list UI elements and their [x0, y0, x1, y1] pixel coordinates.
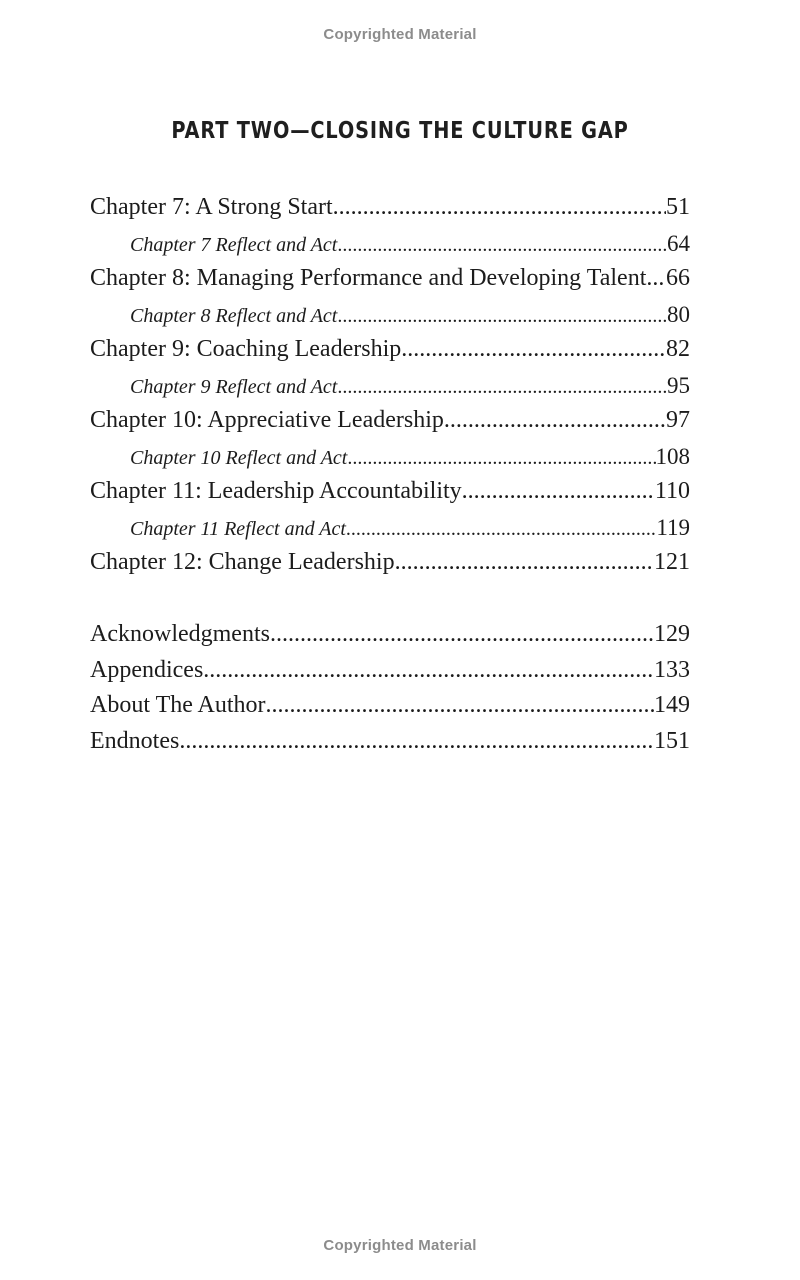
dot-leader: [337, 370, 667, 404]
toc-entry-label: Endnotes: [90, 727, 180, 754]
copyright-watermark-top: Copyrighted Material: [323, 26, 477, 43]
toc-entry-page: 108: [655, 443, 690, 469]
toc-entry-chapter-7[interactable]: [90, 190, 690, 226]
toc-back-matter-list: [90, 617, 690, 759]
copyright-watermark-bottom: Copyrighted Material: [323, 1237, 477, 1254]
toc-entry-label: Chapter 9: Coaching Leadership: [90, 336, 402, 362]
toc-entry-page: 80: [667, 301, 690, 327]
dot-leader: [347, 441, 655, 475]
dot-leader: [346, 512, 656, 546]
toc-entry-label: Chapter 10: Appreciative Leadership: [90, 407, 444, 433]
toc-entry-chapter-10-reflect[interactable]: [90, 439, 690, 475]
toc-entry-page: 121: [654, 549, 690, 575]
toc-entry-page: 64: [667, 230, 690, 256]
toc-entry-label: Chapter 7 Reflect and Act: [130, 233, 338, 256]
dot-leader: [444, 403, 666, 439]
dot-leader: [337, 299, 667, 333]
toc-entry-page: 119: [656, 514, 690, 540]
toc-entry-label: Chapter 12: Change Leadership: [90, 549, 395, 575]
toc-entry-page: 66: [666, 265, 690, 291]
toc-entry-page: 110: [654, 478, 690, 504]
toc-entry-chapter-11-reflect[interactable]: [90, 510, 690, 546]
toc-entry-chapter-11[interactable]: [90, 474, 690, 510]
dot-leader: [337, 228, 667, 262]
toc-entry-label: Chapter 9 Reflect and Act: [130, 375, 338, 398]
toc-entry-chapter-9-reflect[interactable]: [90, 368, 690, 404]
toc-entry-label: Chapter 7: A Strong Start: [90, 194, 333, 220]
toc-entry-acknowledgments[interactable]: [90, 617, 690, 653]
dot-leader: [462, 474, 655, 510]
toc-entry-endnotes[interactable]: [90, 724, 690, 760]
dot-leader: [270, 617, 654, 653]
toc-entry-chapter-7-reflect[interactable]: [90, 226, 690, 262]
toc-entry-about-the-author[interactable]: [90, 688, 690, 724]
toc-entry-page: 129: [654, 621, 690, 647]
toc-entry-label: Chapter 10 Reflect and Act: [130, 446, 348, 469]
toc-entry-chapter-8[interactable]: [90, 261, 690, 297]
dot-leader: [333, 190, 666, 226]
dot-leader: [266, 688, 654, 724]
toc-entry-appendices[interactable]: [90, 653, 690, 689]
toc-entry-page: 151: [654, 727, 690, 754]
toc-entry-label: Chapter 11: Leadership Accountability: [90, 478, 462, 504]
toc-entry-label: Chapter 11 Reflect and Act: [130, 517, 346, 540]
dot-leader: [179, 724, 654, 760]
part-heading: PART TWO—CLOSING THE CULTURE GAP: [171, 118, 629, 144]
toc-entry-chapter-9[interactable]: [90, 332, 690, 368]
toc-entry-page: 95: [667, 372, 690, 398]
toc-entry-page: 149: [654, 692, 690, 718]
toc-entry-chapter-12[interactable]: [90, 545, 690, 581]
toc-entry-label: Chapter 8 Reflect and Act: [130, 304, 338, 327]
toc-main-list: [90, 190, 690, 581]
toc-entry-label: Appendices: [90, 656, 204, 683]
dot-leader: [401, 332, 666, 368]
dot-leader: [646, 261, 666, 297]
toc-entry-label: Chapter 8: Managing Performance and Developing Talent: [90, 265, 647, 291]
toc-entry-page: 133: [654, 656, 690, 683]
toc-entry-page: 51: [666, 194, 690, 220]
toc-entry-page: 97: [666, 407, 690, 433]
toc-entry-label: Acknowledgments: [90, 621, 270, 647]
dot-leader: [203, 653, 654, 689]
toc-entry-page: 82: [666, 336, 690, 362]
toc-entry-label: About The Author: [90, 692, 266, 718]
toc-entry-chapter-8-reflect[interactable]: [90, 297, 690, 333]
toc-entry-chapter-10[interactable]: [90, 403, 690, 439]
dot-leader: [395, 545, 654, 581]
